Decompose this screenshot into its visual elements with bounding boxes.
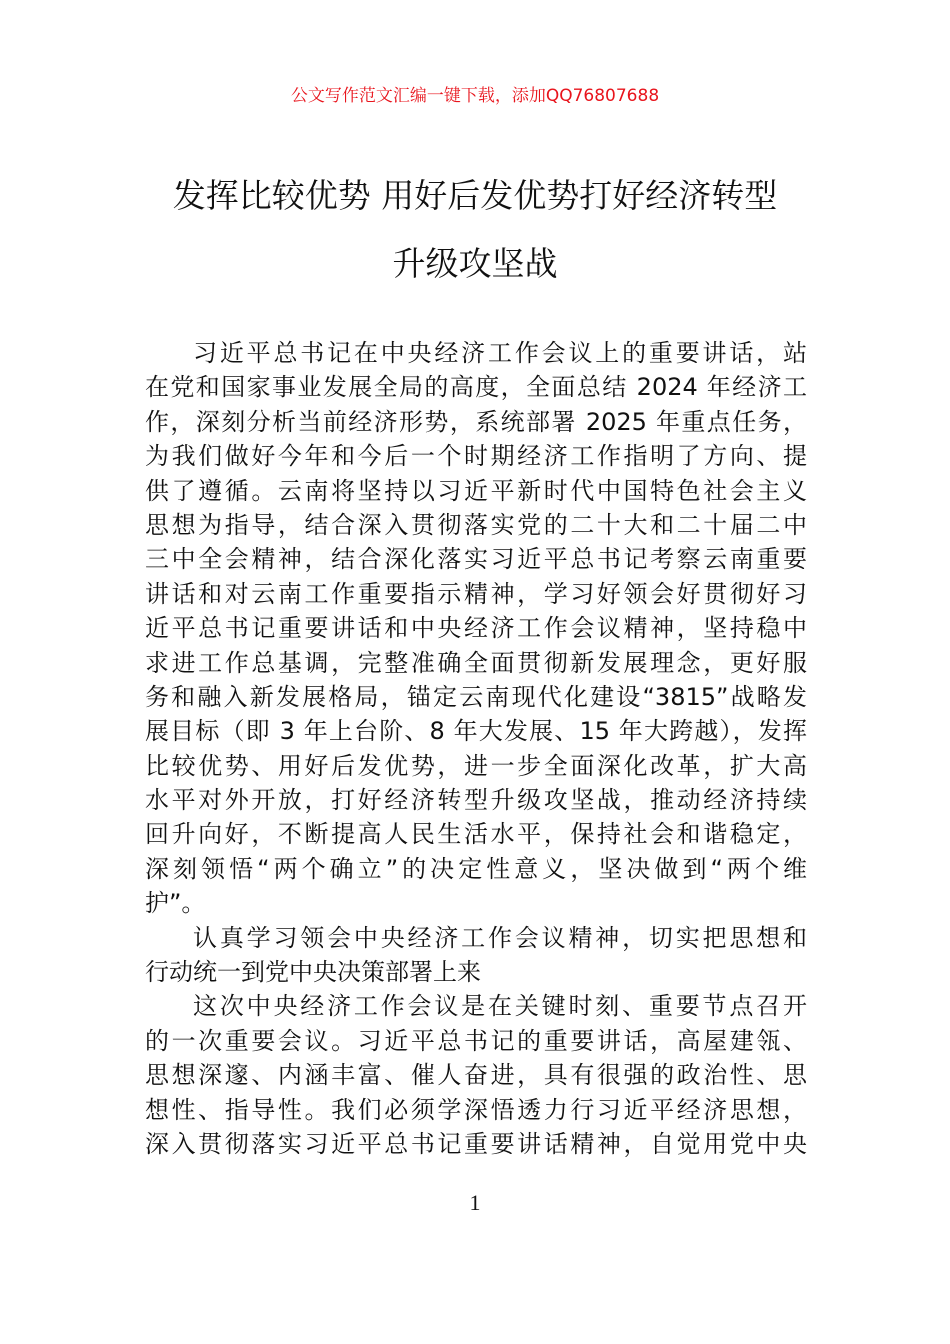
body-line: 讲话和对云南工作重要指示精神，学习好领会好贯彻好习: [145, 579, 807, 608]
body-line: 比较优势、用好后发优势，进一步全面深化改革，扩大高: [145, 751, 807, 780]
section-heading: [145, 921, 807, 990]
body-line: 供了遵循。云南将坚持以习近平新时代中国特色社会主义: [145, 476, 807, 505]
body-line: 三中全会精神，结合深化落实习近平总书记考察云南重要: [145, 545, 807, 574]
body-line: 展目标（即 3 年上台阶、8 年大发展、15 年大跨越），发挥: [145, 717, 807, 746]
paragraph-meeting: [145, 989, 807, 1161]
body-line: 务和融入新发展格局，锚定云南现代化建设“3815”战略发: [145, 682, 807, 711]
body-line: 在党和国家事业发展全局的高度，全面总结 2024 年经济工: [145, 373, 807, 402]
body-line: 深入贯彻落实习近平总书记重要讲话精神，自觉用党中央: [145, 1129, 807, 1158]
paragraph-intro: [145, 336, 807, 921]
body-line: 的一次重要会议。习近平总书记的重要讲话，高屋建瓴、: [145, 1026, 807, 1055]
body-line: 护”。: [145, 889, 206, 918]
body-line: 习近平总书记在中央经济工作会议上的重要讲话，站: [193, 339, 807, 367]
body-line: 思想深邃、内涵丰富、催人奋进，具有很强的政治性、思: [145, 1061, 807, 1090]
body-line: 这次中央经济工作会议是在关键时刻、重要节点召开: [193, 992, 807, 1021]
document-title-line-1: 发挥比较优势 用好后发优势打好经济转型: [172, 176, 778, 215]
body-line: 求进工作总基调，完整准确全面贯彻新发展理念，更好服: [145, 648, 807, 677]
heading-line: 行动统一到党中央决策部署上来: [145, 958, 481, 987]
body-line: 想性、指导性。我们必须学深悟透力行习近平经济思想，: [145, 1095, 807, 1124]
page-number: 1: [469, 1190, 481, 1215]
document-body: [145, 336, 807, 1161]
body-line: 作，深刻分析当前经济形势，系统部署 2025 年重点任务，: [145, 407, 807, 436]
body-line: 深刻领悟“两个确立”的决定性意义，坚决做到“两个维: [145, 854, 807, 883]
document-title-line-2: 升级攻坚战: [392, 244, 558, 283]
body-line: 为我们做好今年和今后一个时期经济工作指明了方向、提: [145, 442, 807, 471]
body-line: 近平总书记重要讲话和中央经济工作会议精神，坚持稳中: [145, 614, 807, 643]
body-line: 回升向好，不断提高人民生活水平，保持社会和谐稳定，: [145, 820, 807, 849]
body-line: 水平对外开放，打好经济转型升级攻坚战，推动经济持续: [145, 786, 807, 815]
heading-line: 认真学习领会中央经济工作会议精神，切实把思想和: [193, 923, 807, 952]
body-line: 思想为指导，结合深入贯彻落实党的二十大和二十届二中: [145, 510, 807, 539]
download-promo-header: 公文写作范文汇编一键下载，添加QQ76807688: [290, 86, 660, 106]
